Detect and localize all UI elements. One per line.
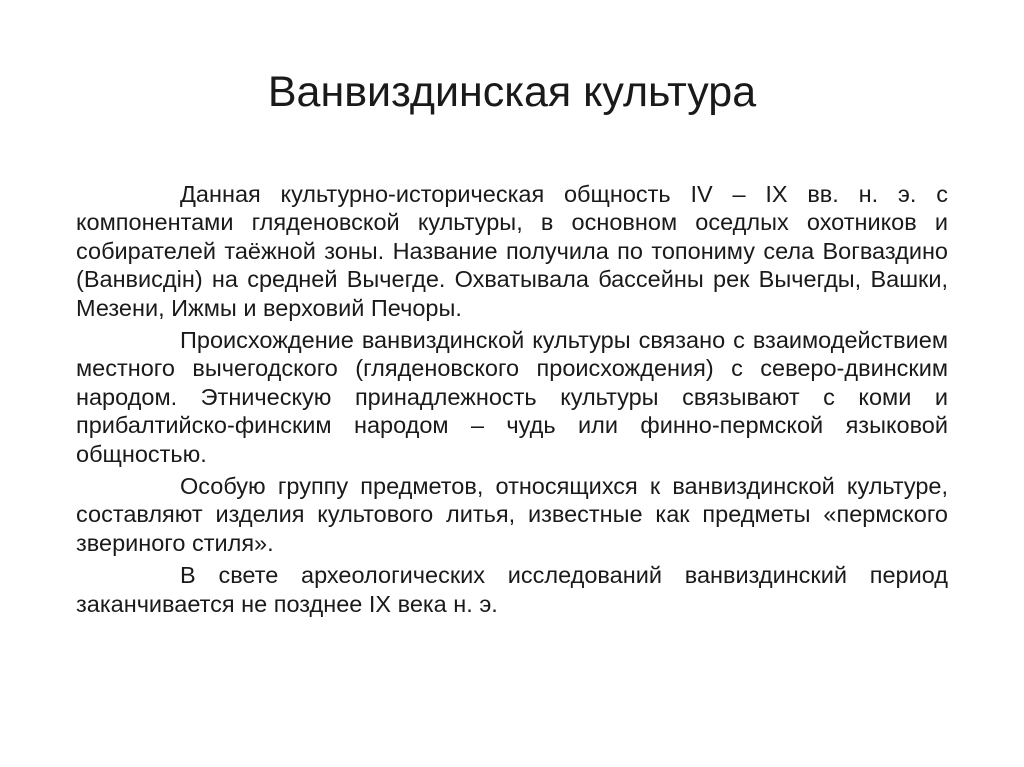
paragraph-origin-interaction: Происхождение ванвиздинской культуры связано с взаимодействием местного вычегодского (гляденовского происхождения) с северо-двинским народом. Этническую принадлежность культуры связывают с коми и прибалтийско-финским народом – чудь или финно-пермской языковой общностью.	[76, 327, 948, 467]
slide-body	[76, 180, 948, 622]
paragraph-origin-definition: Данная культурно-историческая общность IV – IX вв. н. э. с компонентами гляденовской культуры, в основном оседлых охотников и собирателей таёжной зоны. Название получила по топониму села Вогваздино (Ванвисдiн) на средней Вычегде. Охватывала бассейны рек Вычегды, Вашки, Мезени, Ижмы и верховий Печоры.	[76, 181, 948, 321]
slide-title: Ванвиздинская культура	[267, 68, 757, 116]
paragraph-period-end: В свете археологических исследований ванвиздинский период заканчивается не позднее IX века н. э.	[76, 562, 948, 617]
paragraph-animal-style: Особую группу предметов, относящихся к ванвиздинской культуре, составляют изделия культового литья, известные как предметы «пермского звериного стиля».	[76, 473, 948, 556]
